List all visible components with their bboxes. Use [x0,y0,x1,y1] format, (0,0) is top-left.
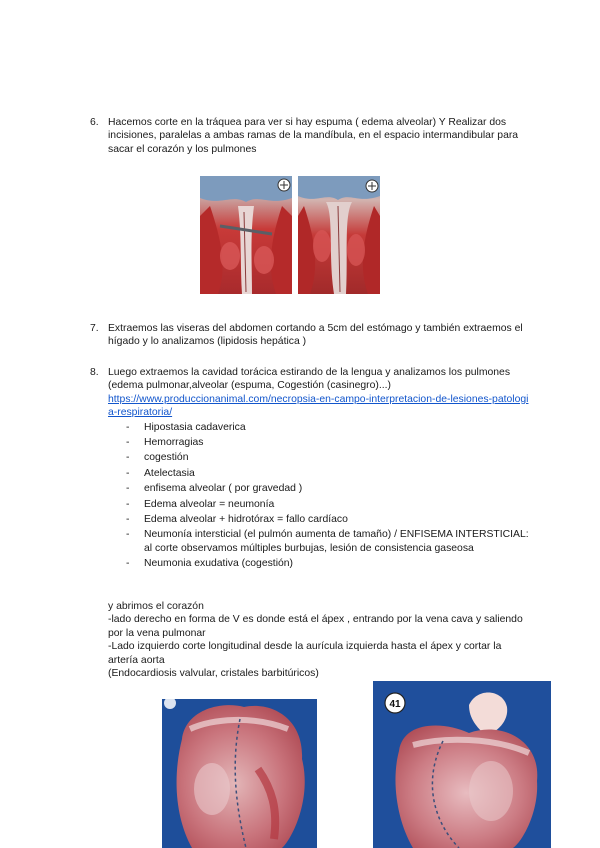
step-6-number: 6. [90,117,99,128]
heart-note: (Endocardiosis valvular, cristales barbitúricos) [108,668,319,680]
neck-dissection-photo-right [298,176,380,294]
step-6-text: Hacemos corte en la tráquea para ver si hay espuma ( edema alveolar) Y Realizar dos incisiones, paralelas a ambas ramas de la mandíbula, en el espacio intermandibular para sacar el corazón y los pulmones [108,117,519,155]
photo-badge: 41 [389,699,401,710]
list-item: - Hemorragias [126,437,204,449]
step-7-text: Extraemos las viseras del abdomen cortando a 5cm del estómago y también extraemos el hígado y lo analizamos (lipidosis hepática ) [108,323,523,348]
list-item: - Neumonía intersticial (el pulmón aumenta de tamaño) / ENFISEMA INTERSTICIAL: al corte observamos múltiples burbujas, lesión de consistencia gaseosa [126,529,529,554]
list-item: - Edema alveolar + hidrotórax = fallo cardíaco [126,514,348,526]
step-8-text: Luego extraemos la cavidad torácica estirando de la lengua y analizamos los pulmones (edema pulmonar,alveolar (espuma, Cogestión (casinegro)...) [108,367,511,392]
neck-dissection-photo-left [200,176,292,294]
list-item: - cogestión [126,452,189,464]
lung-lesion-list [126,421,530,571]
heart-section [108,600,523,680]
reference-link[interactable]: https://www.produccionanimal.com/necropsia-en-campo-interpretacion-de-lesiones-patologia-respiratoria/ [108,393,529,419]
heart-intro: y abrimos el corazón [108,601,204,612]
step-6 [90,116,530,156]
heart-left-side: -Lado izquierdo corte longitudinal desde la aurícula izquierda hasta el ápex y cortar la artería aorta [108,641,502,666]
heart-photo-right [373,681,551,848]
heart-right-side: -lado derecho en forma de V es donde está el ápex , entrando por la vena cava y saliendo por la vena pulmonar [108,614,523,639]
step-7 [90,322,530,349]
step-8 [90,366,530,573]
list-item: - Hipostasia cadaverica [126,421,246,433]
step-8-number: 8. [90,367,99,378]
list-item: - Edema alveolar = neumonía [126,498,275,510]
list-item: - enfisema alveolar ( por gravedad ) [126,483,303,495]
step-7-number: 7. [90,323,99,334]
list-item: - Neumonia exudativa (cogestión) [126,558,294,570]
list-item: - Atelectasia [126,467,195,479]
heart-photo-left [162,699,317,848]
